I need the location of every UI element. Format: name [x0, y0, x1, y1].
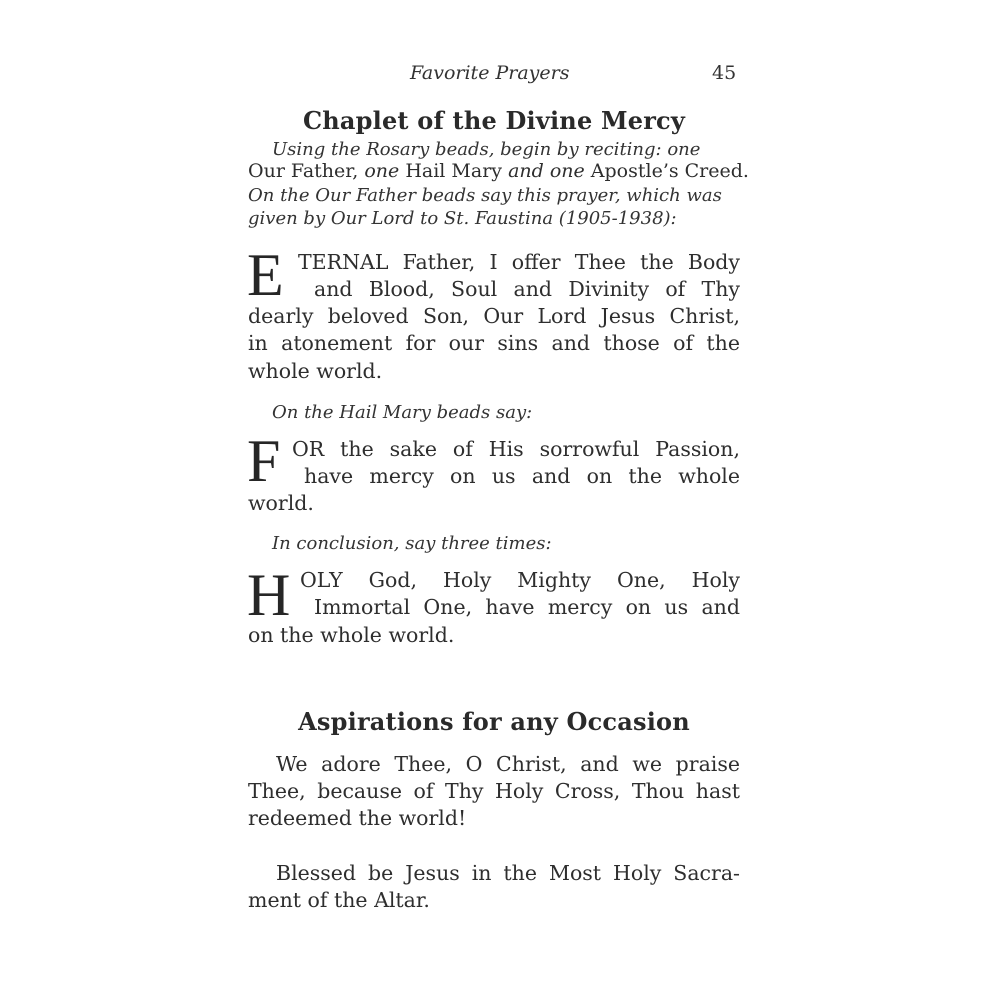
dropcap-e: E [247, 242, 284, 308]
aspiration-line: redeemed the world! [248, 806, 467, 830]
page-number: 45 [712, 62, 737, 84]
dropcap-h: H [247, 562, 291, 628]
aspiration-line: ment of the Altar. [248, 888, 430, 912]
instruction-text: one [364, 160, 400, 182]
chaplet-title: Chaplet of the Divine Mercy [302, 106, 686, 135]
instruction-line-1: Using the Rosary beads, begin by reciting: one [272, 139, 701, 160]
prayer-line: OR the sake of His sorrowful Passion, [292, 437, 740, 461]
instruction-text: and one [508, 160, 585, 182]
prayer-line: OLY God, Holy Mighty One, Holy [300, 568, 740, 592]
prayer-line: and Blood, Soul and Divinity of Thy [314, 277, 740, 301]
aspirations-title: Aspirations for any Occasion [298, 707, 690, 736]
aspiration-line: Blessed be Jesus in the Most Holy Sacra- [276, 861, 740, 885]
instruction-text: Our Father, [248, 160, 365, 182]
instruction-text: Apostle’s Creed. [584, 160, 749, 182]
prayer-line: dearly beloved Son, Our Lord Jesus Christ, [248, 304, 740, 328]
prayer-line: in atonement for our sins and those of the [248, 331, 740, 355]
instruction-line-3: On the Our Father beads say this prayer, which was [248, 185, 722, 206]
prayer-line: world. [248, 491, 314, 515]
instruction-line-2 [248, 158, 749, 185]
prayer-line: Immortal One, have mercy on us and [314, 595, 740, 619]
prayer-line: whole world. [248, 359, 383, 383]
rubric-hail-mary: On the Hail Mary beads say: [272, 402, 533, 423]
aspiration-line: We adore Thee, O Christ, and we praise [276, 752, 740, 776]
instruction-line-4: given by Our Lord to St. Faustina (1905-1938): [248, 208, 677, 229]
aspiration-line: Thee, because of Thy Holy Cross, Thou hast [248, 779, 740, 803]
rubric-conclusion: In conclusion, say three times: [272, 533, 552, 554]
prayer-line: have mercy on us and on the whole [304, 464, 740, 488]
instruction-text: Hail Mary [399, 160, 509, 182]
prayer-line: on the whole world. [248, 623, 455, 647]
prayer-line: TERNAL Father, I offer Thee the Body [298, 250, 740, 274]
dropcap-f: F [247, 428, 281, 494]
running-title: Favorite Prayers [410, 62, 570, 84]
